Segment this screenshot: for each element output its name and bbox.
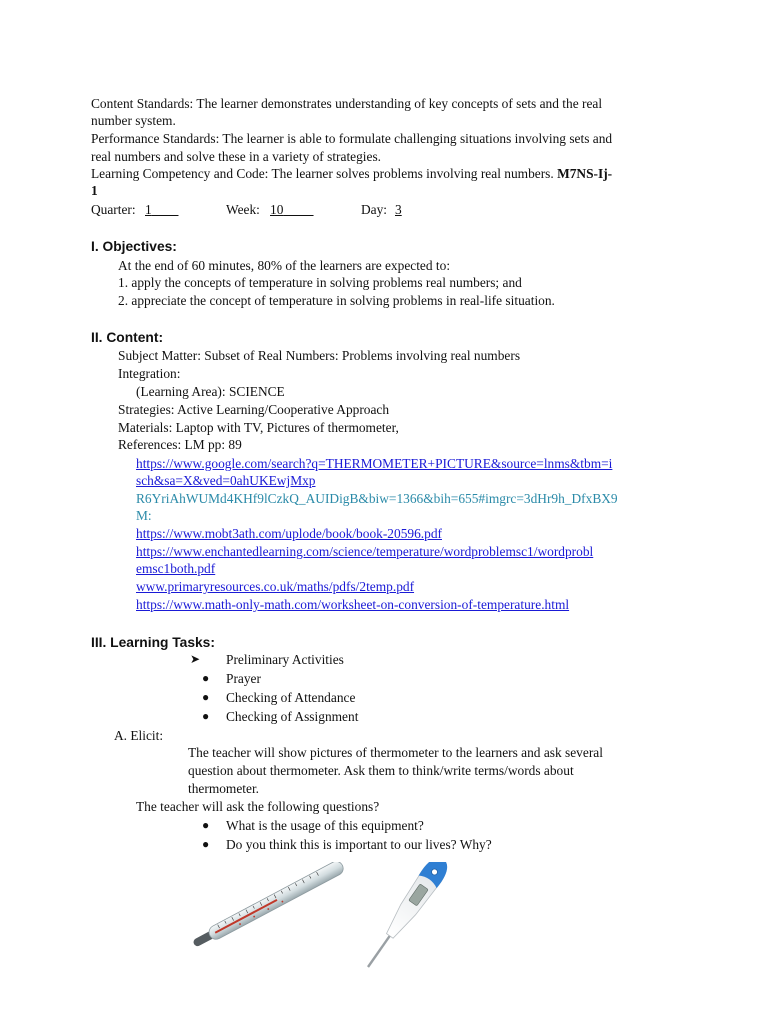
objective-item: 1. apply the concepts of temperature in solving problems real numbers; and	[118, 275, 522, 290]
bullet-icon: ●	[202, 837, 210, 851]
week-label: Week:	[226, 202, 260, 217]
reference-link-primaryresources[interactable]: www.primaryresources.co.uk/maths/pdfs/2temp.pdf	[136, 579, 415, 594]
objectives-heading: I. Objectives:	[91, 239, 177, 254]
strategies: Strategies: Active Learning/Cooperative Approach	[118, 402, 390, 417]
glass-thermometer-icon	[186, 862, 346, 954]
arrow-bullet-icon: ➤	[190, 652, 201, 666]
content-heading: II. Content:	[91, 330, 164, 345]
bullet-icon: ●	[202, 818, 210, 832]
preliminary-activities: Preliminary Activities	[226, 652, 344, 667]
quarter-value: 1	[145, 202, 152, 217]
objective-item: 2. appreciate the concept of temperature in solving problems in real-life situation.	[118, 293, 555, 308]
performance-standards-cont: real numbers and solve these in a variety of strategies.	[91, 149, 382, 164]
list-item: Prayer	[226, 671, 261, 686]
elicit-text: thermometer.	[188, 781, 260, 796]
elicit-text: question about thermometer. Ask them to think/write terms/words about	[188, 763, 574, 778]
reference-link-enchanted[interactable]: https://www.enchantedlearning.com/science/temperature/wordproblemsc1/wordprobl	[136, 544, 594, 559]
elicit-text: The teacher will show pictures of thermometer to the learners and ask several	[188, 745, 603, 760]
content-standards-cont: number system.	[91, 113, 176, 128]
list-item: What is the usage of this equipment?	[226, 818, 424, 833]
day-value: 3	[395, 202, 402, 217]
reference-link-google[interactable]: https://www.google.com/search?q=THERMOMETER+PICTURE&source=lnms&tbm=i	[136, 456, 613, 471]
competency-text: Learning Competency and Code: The learner solves problems involving real numbers.	[91, 166, 554, 181]
reference-link-google-cont[interactable]: R6YriAhWUMd4KHf9lCzkQ_AUIDigB&biw=1366&bih=655#imgrc=3dHr9h_DfxBX9	[136, 491, 618, 506]
bullet-icon: ●	[202, 671, 210, 685]
references: References: LM pp: 89	[118, 437, 242, 452]
bullet-icon: ●	[202, 709, 210, 723]
week-value: 10	[270, 202, 284, 217]
competency-code-cont: 1	[91, 183, 98, 198]
list-item: Checking of Assignment	[226, 709, 359, 724]
learning-area: (Learning Area): SCIENCE	[136, 384, 285, 399]
list-item: Checking of Attendance	[226, 690, 356, 705]
reference-link-google-cont[interactable]: sch&sa=X&ved=0ahUKEwjMxp	[136, 473, 316, 488]
reference-link-enchanted-cont[interactable]: emsc1both.pdf	[136, 561, 216, 576]
questions-intro: The teacher will ask the following questions?	[136, 799, 380, 814]
integration: Integration:	[118, 366, 181, 381]
reference-link-google-cont[interactable]: M:	[136, 508, 152, 523]
reference-link-mathonlymath[interactable]: https://www.math-only-math.com/worksheet-on-conversion-of-temperature.html	[136, 597, 570, 612]
reference-link-mobt3ath[interactable]: https://www.mobt3ath.com/uplode/book/book-20596.pdf	[136, 526, 442, 541]
quarter-label: Quarter:	[91, 202, 136, 217]
learning-tasks-heading: III. Learning Tasks:	[91, 635, 215, 650]
performance-standards: Performance Standards: The learner is able to formulate challenging situations involving sets and	[91, 131, 613, 146]
bullet-icon: ●	[202, 690, 210, 704]
content-standards: Content Standards: The learner demonstrates understanding of key concepts of sets and the real	[91, 96, 603, 111]
day-label: Day:	[361, 202, 388, 217]
list-item: Do you think this is important to our lives? Why?	[226, 837, 492, 852]
elicit-label: A. Elicit:	[114, 728, 164, 743]
digital-thermometer-icon	[358, 862, 498, 974]
materials: Materials: Laptop with TV, Pictures of thermometer,	[118, 420, 399, 435]
competency-code: M7NS-Ij-	[557, 166, 613, 181]
objectives-intro: At the end of 60 minutes, 80% of the learners are expected to:	[118, 258, 451, 273]
subject-matter: Subject Matter: Subset of Real Numbers: Problems involving real numbers	[118, 348, 521, 363]
learning-competency	[91, 165, 612, 182]
